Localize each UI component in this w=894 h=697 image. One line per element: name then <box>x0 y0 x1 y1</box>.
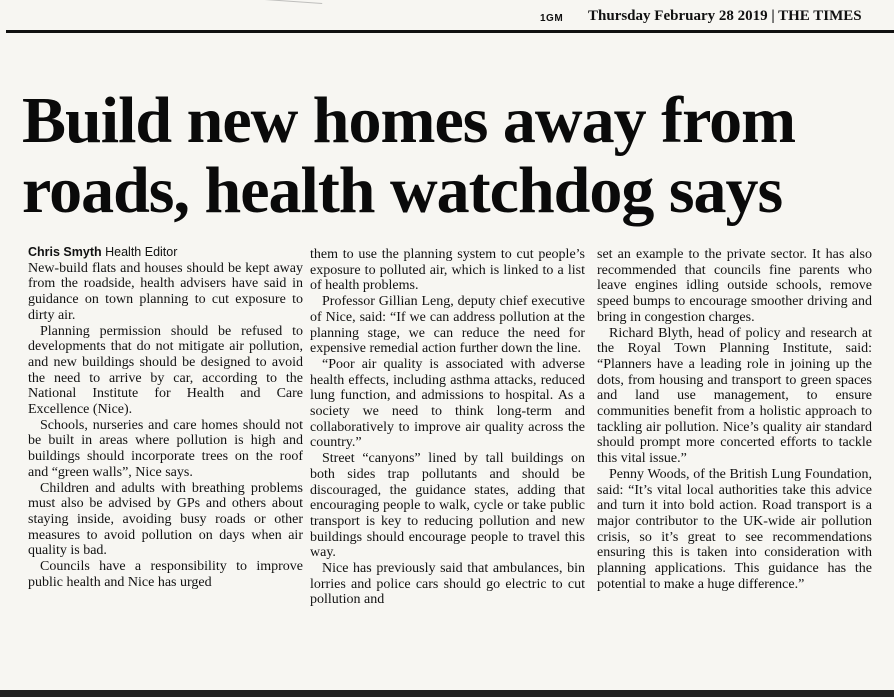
paragraph: Schools, nurseries and care homes should not be built in areas where pollution is high and buildings should incorporate trees on the roof and “green walls”, Nice says. <box>28 417 303 480</box>
article-column-2 <box>310 247 585 687</box>
byline-name: Chris Smyth <box>28 245 102 259</box>
paragraph: Nice has previously said that ambulances, bin lorries and police cars should go electric to cut pollution and <box>310 561 585 608</box>
dateline: Thursday February 28 2019 | THE TIMES <box>588 8 862 24</box>
article-column-1 <box>28 245 303 685</box>
article-column-3 <box>597 247 872 687</box>
paragraph: Children and adults with breathing problems must also be advised by GPs and others about staying inside, avoiding busy roads or other measures to avoid pollution on days when air quality is bad. <box>28 480 303 559</box>
header-rule <box>6 30 894 33</box>
paragraph: “Poor air quality is associated with adverse health effects, including asthma attacks, reduced lung function, and admissions to hospital. As a society we need to think long-term and collaboratively to improve air quality across the country.” <box>310 356 585 451</box>
paragraph: them to use the planning system to cut people’s exposure to polluted air, which is linked to a list of health problems. <box>310 247 585 294</box>
paragraph: Richard Blyth, head of policy and research at the Royal Town Planning Institute, said: “Planners have a leading role in joining up the dots, from housing and transport to green spaces and land use management, to ensure communities benefit from a holistic approach to tackling air pollution. Nice’s quality air standard should prompt more concerted efforts to tackle this vital issue.” <box>597 325 872 467</box>
paragraph: set an example to the private sector. It has also recommended that councils fine parents who leave engines idling outside schools, remove speed bumps to encourage smoother driving and bring in congestion charges. <box>597 247 872 325</box>
byline-role: Health Editor <box>105 245 178 259</box>
paragraph: Penny Woods, of the British Lung Foundation, said: “It’s vital local authorities take this advice and turn it into bold action. Road transport is a major contributor to the UK-wide air pollution crisis, so it’s great to see recommendations ensuring this is taken into consideration with planning applications. This guidance has the potential to make a huge difference.” <box>597 466 872 592</box>
paragraph: New-build flats and houses should be kept away from the roadside, health advisers have said in guidance on town planning to cut exposure to dirty air. <box>28 260 303 323</box>
byline <box>28 245 303 261</box>
headline: Build new homes away from roads, health watchdog says <box>22 84 796 227</box>
edition-code: 1GM <box>540 13 564 24</box>
paragraph: Street “canyons” lined by tall buildings on both sides trap pollutants and should be discouraged, the guidance states, adding that encouraging people to walk, cycle or take public transport is key to reducing pollution and new buildings should encourage people to travel this way. <box>310 451 585 561</box>
paragraph: Councils have a responsibility to improve public health and Nice has urged <box>28 559 303 590</box>
paragraph: Planning permission should be refused to developments that do not mitigate air pollution, and new buildings should be designed to avoid the need to arrive by car, according to the National Institute for Health and Care Excellence (Nice). <box>28 323 303 418</box>
bottom-edge <box>0 690 894 697</box>
pen-mark <box>236 0 322 12</box>
paragraph: Professor Gillian Leng, deputy chief executive of Nice, said: “If we can address pollution at the planning stage, we can reduce the need for expensive remedial action further down the line. <box>310 294 585 357</box>
page-header <box>0 0 894 30</box>
